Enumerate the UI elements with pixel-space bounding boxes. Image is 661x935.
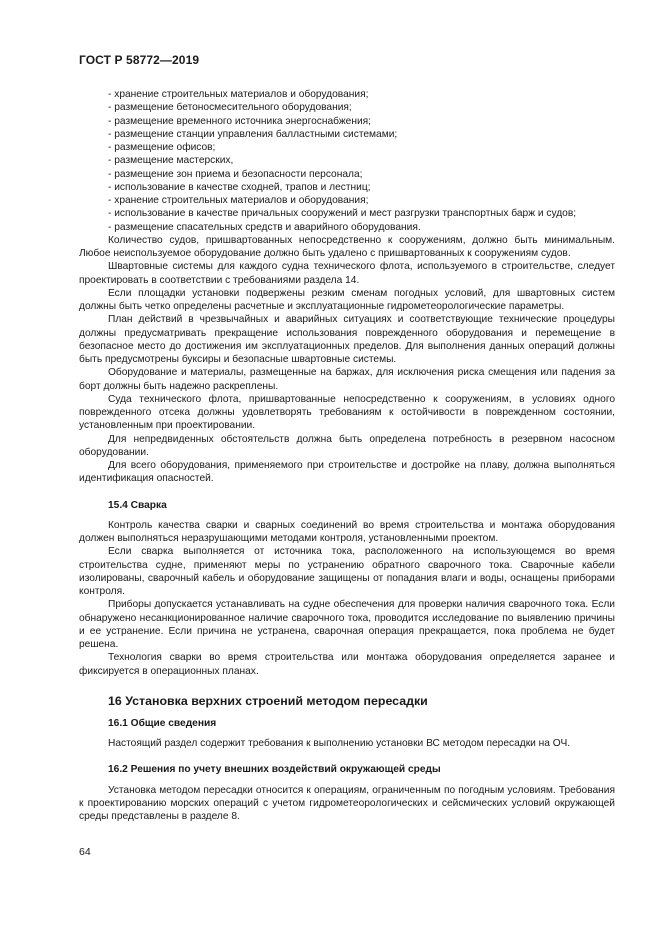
page-number: 64 — [79, 846, 91, 858]
list-item: - размещение зон приема и безопасности персонала; — [108, 168, 363, 180]
list-item: - размещение мастерских, — [108, 155, 234, 167]
paragraph: Для непредвиденных обстоятельств должна быть определена потребность в резервном насосном оборудовании. — [79, 433, 615, 458]
list-item: - размещение станции управления балластными системами; — [108, 128, 398, 140]
list-item: - размещение спасательных средств и аварийного оборудования. — [108, 221, 421, 233]
list-item: - хранение строительных материалов и оборудования; — [108, 195, 369, 206]
section-heading-16: 16 Установка верхних строений методом пересадки — [108, 693, 428, 708]
paragraph: Суда технического флота, пришвартованные непосредственно к сооружениям, в условиях одного поврежденного отсека должны удовлетворять требованиям к остойчивости в поврежденном состоянии, установленным при проектировании. — [79, 393, 615, 432]
paragraph: Установка методом пересадки относится к операциям, ограниченным по погодным условиям. Требования к проектированию морских операций с учетом гидрометеорологических и сейсмических условий окружающей среды представлены в разделе 8. — [79, 784, 615, 822]
paragraph: Количество судов, пришвартованных непосредственно к сооружениям, должно быть минимальным. Любое неиспользуемое оборудование должно быть удалено с пришвартованных к сооружениям судов. — [79, 234, 615, 259]
paragraph: Оборудование и материалы, размещенные на баржах, для исключения риска смещения или падения за борт должны быть надежно раскреплены. — [79, 367, 615, 392]
paragraph: План действий в чрезвычайных и аварийных ситуациях и соответствующие технические процедуры должны предусматривать прекращение использования поврежденного оборудования и перемещение в безопасное место до достижения им эксплуатационных пределов. Для выполнения данных операций должны быть предусмотрены буксиры и безопасные швартовные системы. — [79, 314, 615, 365]
paragraph: Если сварка выполняется от источника тока, расположенного на использующемся во время строительства судне, применяют меры по устранению обратного сварочного тока. Сварочные кабели изолированы, сварочный кабель и оборудование защищены от попадания влаги и воды, оснащены приборами контроля. — [79, 546, 615, 597]
paragraph: Для всего оборудования, применяемого при строительстве и достройке на плаву, должна выполняться идентификация опасностей. — [79, 460, 615, 485]
list-item: - размещение офисов; — [108, 142, 216, 153]
paragraph: Технология сварки во время строительства или монтажа оборудования определяется заранее и фиксируется в операционных планах. — [79, 652, 615, 677]
document-header: ГОСТ Р 58772—2019 — [79, 53, 200, 67]
paragraph: Швартовные системы для каждого судна технического флота, используемого в строительстве, следует проектировать в соответствии с требованиями раздела 14. — [79, 261, 615, 286]
paragraph: Если площадки установки подвержены резким сменам погодных условий, для швартовных систем должны быть четко определены расчетные и эксплуатационные гидрометеорологические параметры. — [79, 287, 615, 312]
paragraph: Приборы допускается устанавливать на судне обеспечения для проверки наличия сварочного тока. Если обнаружено несанкционированное наличие сварочного тока, проводится исследование по выявлению причины и ее устранение. Если причина не устранена, сварочная операция прекращается, пока проблема не будет решена. — [79, 599, 615, 650]
list-item: - использование в качестве сходней, трапов и лестниц; — [108, 181, 371, 193]
section-heading-16-1: 16.1 Общие сведения — [108, 717, 217, 729]
list-item: - размещение временного источника энергоснабжения; — [108, 115, 371, 127]
section-heading-15-4: 15.4 Сварка — [108, 499, 167, 511]
list-item: - размещение бетоносмесительного оборудования; — [108, 102, 352, 114]
requirements-list — [79, 88, 615, 234]
list-item: - хранение строительных материалов и оборудования; — [108, 89, 369, 100]
paragraph: Настоящий раздел содержит требования к выполнению установки ВС методом пересадки на ОЧ. — [108, 738, 571, 749]
paragraph: Контроль качества сварки и сварных соединений во время строительства и монтажа оборудования должен выполняться неразрушающими методами контроля, установленными проектом. — [79, 519, 615, 544]
section-heading-16-2: 16.2 Решения по учету внешних воздействий окружающей среды — [108, 764, 441, 776]
list-item: - использование в качестве причальных сооружений и мест разгрузки транспортных барж и судов; — [108, 208, 577, 220]
page-body — [79, 88, 615, 823]
